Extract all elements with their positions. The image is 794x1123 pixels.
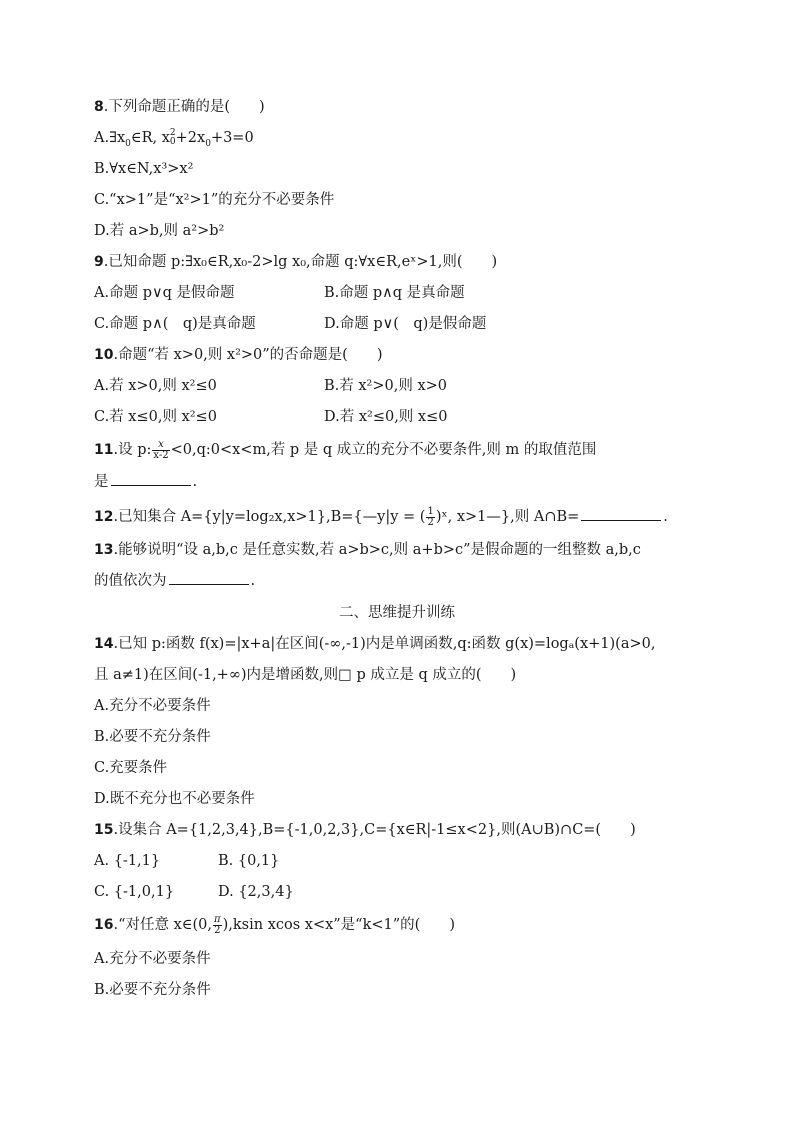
period: . bbox=[192, 474, 198, 490]
option-a-sub-2: 0 bbox=[169, 137, 176, 147]
fraction-numerator: π bbox=[214, 913, 221, 925]
fraction-denominator: 2 bbox=[214, 924, 221, 936]
question-number: 14 bbox=[94, 636, 114, 652]
option-c: C.若 x≤0,则 x²≤0 bbox=[94, 409, 217, 425]
question-15-options-row-1 bbox=[94, 850, 280, 872]
question-text: .已知 p:函数 f(x)=|x+a|在区间(-∞,-1)内是单调函数,q:函数 g(x)=logₐ(x+1)(a>0, bbox=[113, 636, 656, 652]
question-11-line-2 bbox=[94, 471, 197, 493]
question-10-options-row-1 bbox=[94, 375, 448, 397]
question-14-option-c: C.充要条件 bbox=[94, 760, 168, 776]
option-a-sub-1: 0 bbox=[125, 138, 131, 149]
option-c: C. {-1,0,1} bbox=[94, 884, 175, 900]
section-title: 二、思维提升训练 bbox=[339, 605, 455, 621]
option-a-text-3: +2x bbox=[175, 130, 206, 146]
question-text-2: ),ksin xcos x<x”是“k<1”的( ) bbox=[222, 917, 455, 933]
fraction bbox=[426, 507, 434, 528]
period: . bbox=[663, 509, 668, 525]
set-b-text: {—y|y = ( bbox=[353, 509, 426, 525]
question-text-2: ,则 A∩B= bbox=[510, 509, 580, 525]
answer-blank[interactable] bbox=[111, 471, 191, 486]
question-text: .设 p: bbox=[113, 442, 152, 458]
question-14-line-2: 且 a≠1)在区间(-1,+∞)内是增函数,则□ p 成立是 q 成立的( ) bbox=[94, 667, 517, 683]
option-b: B.命题 p∧q 是真命题 bbox=[324, 285, 465, 301]
question-8-option-a bbox=[94, 127, 254, 149]
option-b: B. {0,1} bbox=[218, 853, 280, 869]
answer-blank[interactable] bbox=[169, 570, 249, 585]
question-8-option-b: B.∀x∈N,x³>x² bbox=[94, 161, 194, 177]
question-14-option-d: D.既不充分也不必要条件 bbox=[94, 791, 255, 807]
option-d: D. {2,3,4} bbox=[218, 884, 294, 900]
question-number: 11 bbox=[94, 442, 114, 458]
question-8-option-d: D.若 a>b,则 a²>b² bbox=[94, 223, 225, 239]
question-text: .设集合 A={1,2,3,4},B={-1,0,2,3},C={x∈R|-1≤x<2},则(A∪B)∩C=( ) bbox=[113, 822, 636, 838]
question-16-option-a: A.充分不必要条件 bbox=[94, 951, 211, 967]
question-15-stem bbox=[94, 819, 636, 841]
question-9-stem bbox=[94, 251, 497, 273]
question-text: .下列命题正确的是( ) bbox=[103, 99, 265, 115]
option-a-text-4: +3=0 bbox=[210, 130, 254, 146]
question-number: 15 bbox=[94, 822, 114, 838]
option-a: A. {-1,1} bbox=[94, 853, 161, 869]
fraction bbox=[213, 915, 222, 936]
question-number: 9 bbox=[94, 254, 104, 270]
fraction-numerator: x bbox=[152, 440, 169, 451]
question-9-options-row-2 bbox=[94, 313, 487, 335]
question-text: 是 bbox=[94, 474, 109, 490]
question-text-2: <0,q:0<x<m,若 p 是 q 成立的充分不必要条件,则 m 的取值范围 bbox=[170, 442, 597, 458]
question-14-option-a: A.充分不必要条件 bbox=[94, 698, 211, 714]
option-d: D.命题 p∨( q)是假命题 bbox=[324, 316, 487, 332]
question-13-line-2 bbox=[94, 570, 255, 592]
answer-blank[interactable] bbox=[581, 506, 661, 521]
fraction-denominator: 2 bbox=[427, 516, 434, 528]
set-b-text-end: )ˣ, x>1—} bbox=[435, 509, 511, 525]
option-a-text-2: ∈R, x bbox=[130, 130, 170, 146]
question-number: 10 bbox=[94, 347, 114, 363]
question-13-stem bbox=[94, 539, 641, 561]
question-number: 12 bbox=[94, 509, 114, 525]
option-d: D.若 x²≤0,则 x≤0 bbox=[324, 409, 448, 425]
question-12-stem bbox=[94, 506, 668, 528]
question-text: .“对任意 x∈(0, bbox=[113, 917, 213, 933]
option-a-sup: 2 bbox=[169, 128, 176, 138]
question-number: 16 bbox=[94, 917, 114, 933]
option-c: C.命题 p∧( q)是真命题 bbox=[94, 316, 256, 332]
question-9-options-row-1 bbox=[94, 282, 465, 304]
option-a: A.若 x>0,则 x²≤0 bbox=[94, 378, 217, 394]
question-11-stem bbox=[94, 439, 596, 461]
fraction-denominator: x-2 bbox=[153, 449, 169, 461]
option-a-text-1: A.∃x bbox=[94, 130, 126, 146]
question-text: .已知集合 A={y|y=log₂x,x>1},B= bbox=[113, 509, 354, 525]
question-14-option-b: B.必要不充分条件 bbox=[94, 729, 211, 745]
fraction bbox=[152, 440, 169, 461]
question-10-options-row-2 bbox=[94, 406, 448, 428]
option-a: A.命题 p∨q 是假命题 bbox=[94, 285, 235, 301]
period: . bbox=[250, 573, 256, 589]
question-text: .命题“若 x>0,则 x²>0”的否命题是( ) bbox=[113, 347, 383, 363]
question-16-stem bbox=[94, 914, 455, 936]
question-text: 的值依次为 bbox=[94, 573, 167, 589]
option-b: B.若 x²>0,则 x>0 bbox=[324, 378, 448, 394]
option-a-sub-3: 0 bbox=[205, 138, 211, 149]
question-15-options-row-2 bbox=[94, 881, 294, 903]
question-text: .能够说明“设 a,b,c 是任意实数,若 a>b>c,则 a+b>c”是假命题的一组整数 a,b,c bbox=[113, 542, 641, 558]
question-8-option-c: C.“x>1”是“x²>1”的充分不必要条件 bbox=[94, 192, 335, 208]
question-14-stem bbox=[94, 633, 655, 655]
question-number: 8 bbox=[94, 99, 104, 115]
question-16-option-b: B.必要不充分条件 bbox=[94, 982, 211, 998]
question-text: .已知命题 p:∃x₀∈R,x₀-2>lg x₀,命题 q:∀x∈R,eˣ>1,则( ) bbox=[103, 254, 498, 270]
fraction-numerator: 1 bbox=[427, 505, 434, 517]
question-number: 13 bbox=[94, 542, 114, 558]
question-8-stem bbox=[94, 96, 265, 118]
question-10-stem bbox=[94, 344, 382, 366]
